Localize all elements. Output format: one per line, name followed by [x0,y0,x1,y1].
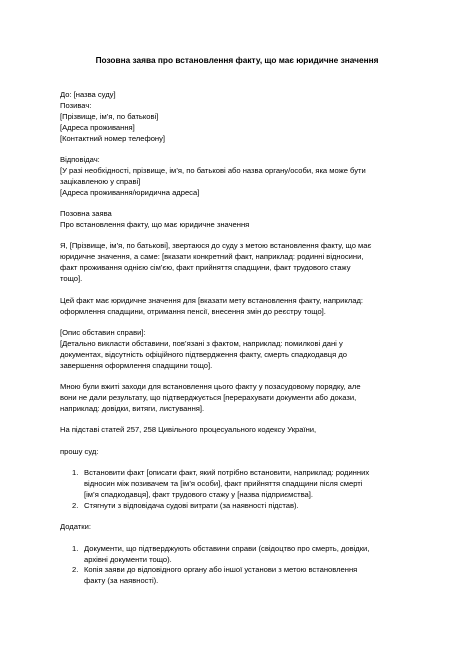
paragraph-intro [60,241,414,285]
plaintiff-label: Позивач: [60,100,92,110]
defendant-section [60,155,414,199]
list-item [60,501,414,512]
request-label: прошу суд: [60,446,99,456]
paragraph-line: [Детально викласти обставини, пов’язані з фактом, наприклад: помилкові дані у [60,338,343,348]
list-line: Стягнути з відповідача судові витрати (за наявності підстав). [84,500,299,510]
list-item [60,565,414,587]
request-list [60,468,414,512]
claim-label: Позовна заява [60,209,112,219]
plaintiff-name: [Прізвище, ім’я, по батькові] [60,111,159,121]
defendant-line: зацікавленою у справі] [60,176,141,186]
list-item [60,544,414,566]
court-section [60,90,414,145]
list-line: відносин між позивачем та [ім’я особи], факт прийняття спадщини після смерті [84,478,363,488]
to-court: До: [назва суду] [60,90,116,99]
plaintiff-phone: [Контактний номер телефону] [60,133,166,143]
defendant-label: Відповідач: [60,155,100,165]
defendant-address: [Адреса проживання/юридична адреса] [60,187,200,197]
list-number: 2. [72,565,79,575]
attachments-list [60,544,414,588]
list-line: архівні документи тощо). [84,554,172,564]
paragraph-line: Я, [Прізвище, ім’я, по батькові], звертаюся до суду з метою встановлення факту, що має [60,241,372,251]
paragraph-line: факт проживання однією сім’єю, факт прийняття спадщини, факт трудового стажу [60,263,351,273]
paragraph-measures [60,382,414,415]
document-title: Позовна заява про встановлення факту, що має юридичне значення [95,55,379,65]
paragraph-line: юридичне значення, а саме: [вказати конкретний факт, наприклад: родинні відносини, [60,252,364,262]
paragraph-line: документах, відсутність офіційного підтвердження факту, смерть спадкодавця до [60,349,348,359]
list-number: 1. [72,468,79,478]
list-number: 1. [72,543,79,553]
paragraph-line: завершення оформлення спадщини тощо]. [60,360,213,370]
list-line: Копія заяви до відповідного органу або іншої установи з метою встановлення [84,565,358,575]
claim-heading [60,209,414,231]
paragraph-circumstances [60,328,414,372]
plaintiff-address: [Адреса проживання] [60,122,135,132]
list-item [60,468,414,501]
legal-basis: На підставі статей 257, 258 Цивільного процесуального кодексу України, [60,425,317,435]
list-line: факту (за наявності). [84,576,159,586]
paragraph-line: наприклад: довідки, витяги, листування]. [60,403,205,413]
paragraph-line: вони не дали результату, що підтверджується [перерахувати документи або докази, [60,392,357,402]
list-line: Встановити факт [описати факт, який потрібно встановити, наприклад: родинних [84,468,370,478]
paragraph-purpose [60,296,414,318]
attachments-label: Додатки: [60,522,91,532]
claim-subject: Про встановлення факту, що має юридичне значення [60,220,250,230]
paragraph-line: оформлення спадщини, отримання пенсії, внесення змін до реєстру тощо]. [60,306,326,316]
list-line: Документи, що підтверджують обставини справи (свідоцтво про смерть, довідки, [84,543,370,553]
circumstances-label: [Опис обставин справи]: [60,327,146,337]
paragraph-line: Мною були вжиті заходи для встановлення цього факту у позасудовому порядку, але [60,382,361,392]
paragraph-line: тощо]. [60,274,83,284]
paragraph-line: Цей факт має юридичне значення для [вказати мету встановлення факту, наприклад: [60,295,364,305]
list-line: [ім’я спадкодавця], факт трудового стажу у [назва підприємства]. [84,489,313,499]
list-number: 2. [72,500,79,510]
defendant-line: [У разі необхідності, прізвище, ім’я, по батькові або назва органу/особи, яка може бути [60,165,366,175]
